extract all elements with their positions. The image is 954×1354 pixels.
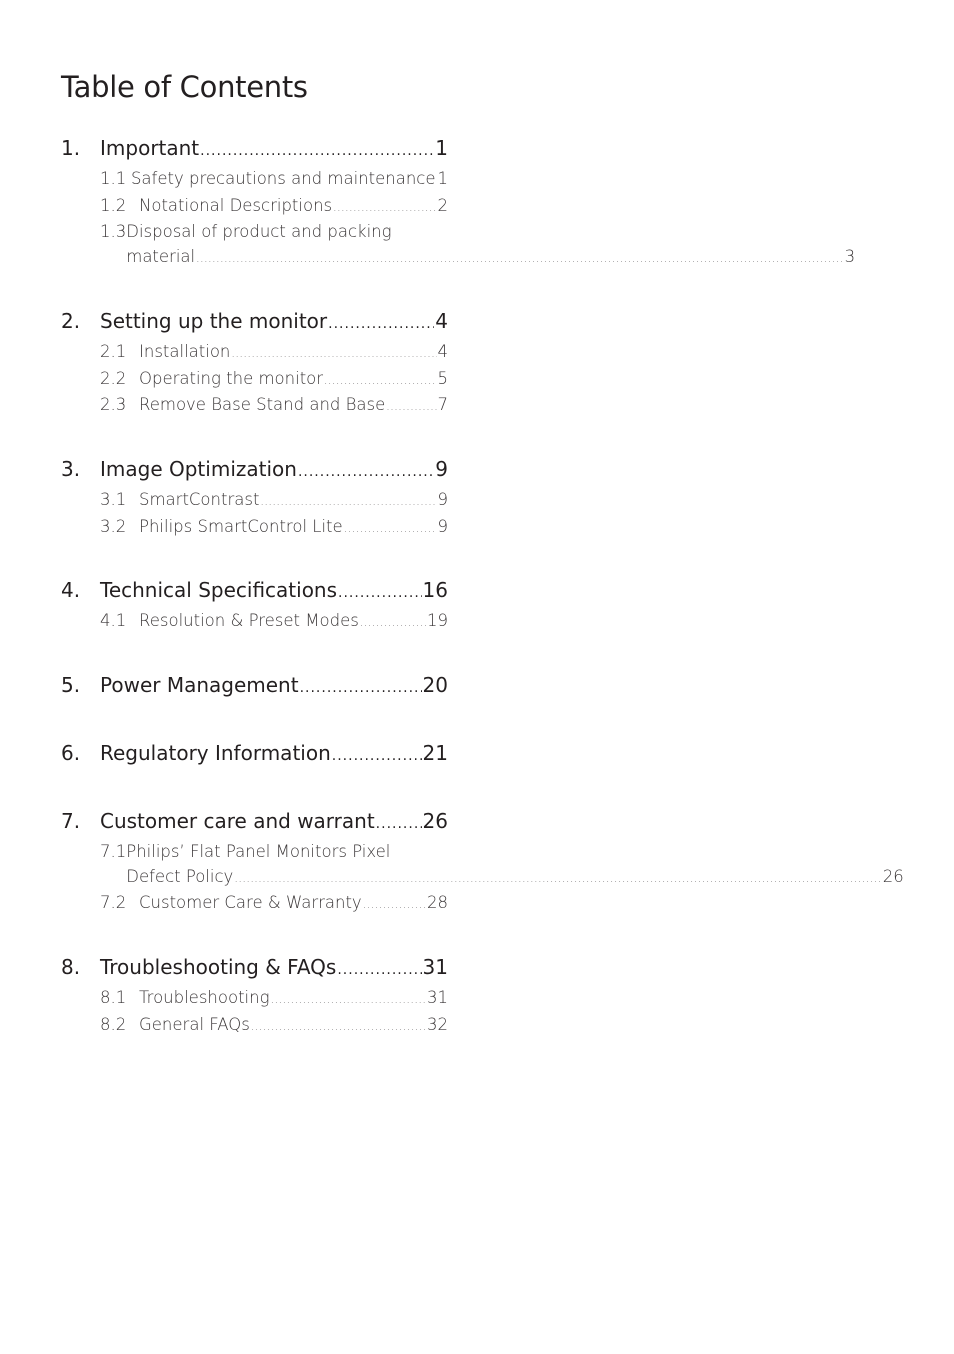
- dot-leader: [333, 196, 436, 221]
- subsection-title: Troubleshooting: [139, 988, 270, 1008]
- page-number: 9: [435, 456, 448, 481]
- section-title: Regulatory Information: [100, 741, 331, 766]
- toc-section-3: [61, 454, 448, 541]
- dot-leader: [251, 1015, 426, 1040]
- dot-leader: [260, 490, 436, 515]
- dot-leader: [337, 955, 421, 986]
- subsection-title-wrap: [126, 220, 855, 271]
- subsection-number: 3.1: [100, 489, 127, 509]
- toc-entry-3-1[interactable]: [61, 488, 448, 515]
- subsection-title-last-line: [126, 865, 904, 892]
- section-number: 8.: [61, 955, 81, 980]
- subsection-number: 2.2: [100, 368, 127, 388]
- page-number: 7: [437, 395, 448, 415]
- page-number: 32: [427, 1014, 448, 1034]
- section-number: 3.: [61, 456, 81, 481]
- toc-entry-8-2[interactable]: [61, 1013, 448, 1040]
- dot-leader: [338, 578, 422, 609]
- subsection-title-wrap: [126, 840, 904, 891]
- section-number: 6.: [61, 741, 81, 766]
- section-number: 4.: [61, 578, 81, 603]
- subsection-number: 7.1: [100, 842, 127, 862]
- subsection-title-last-line: [126, 245, 855, 272]
- subsection-number: 2.3: [100, 395, 127, 415]
- subsection-title: Philips SmartControl Lite: [139, 516, 343, 536]
- dot-leader: [344, 517, 437, 542]
- page-number: 3: [844, 247, 856, 267]
- page-title: Table of Contents: [61, 70, 308, 104]
- section-number: 5.: [61, 673, 81, 698]
- dot-leader: [231, 342, 436, 367]
- subsection-title: Operating the monitor: [139, 368, 324, 388]
- dot-leader: [332, 741, 422, 772]
- toc-entry-8-1[interactable]: [61, 986, 448, 1013]
- dot-leader: [360, 611, 426, 636]
- toc-entry-7-1[interactable]: [61, 840, 904, 891]
- dot-leader: [200, 136, 434, 167]
- page-number: 5: [437, 368, 448, 388]
- table-of-contents: [61, 133, 904, 1074]
- page-number: 2: [437, 195, 448, 215]
- subsection-number: 1.3: [100, 222, 127, 242]
- subsection-title: General FAQs: [139, 1014, 250, 1034]
- page-number: 31: [427, 988, 448, 1008]
- toc-entry-1[interactable]: [61, 133, 448, 167]
- subsection-number: 7.2: [100, 893, 127, 913]
- page-number: 4: [435, 308, 448, 333]
- dot-leader: [363, 893, 426, 918]
- dot-leader: [196, 247, 843, 272]
- section-title: Customer care and warrant: [100, 809, 375, 834]
- section-title: Image Optimization: [100, 456, 297, 481]
- section-number: 7.: [61, 809, 81, 834]
- dot-leader: [328, 309, 434, 340]
- toc-entry-7-2[interactable]: [61, 891, 448, 918]
- toc-entry-1-2[interactable]: [61, 194, 448, 221]
- toc-entry-2-1[interactable]: [61, 340, 448, 367]
- dot-leader: [300, 673, 422, 704]
- page-number: 1: [437, 169, 448, 188]
- subsection-number: 4.1: [100, 611, 127, 631]
- section-title: Technical Specifications: [100, 578, 338, 603]
- subsection-title: SmartContrast: [139, 489, 260, 509]
- page-number: 26: [882, 866, 904, 886]
- toc-section-1: [61, 133, 856, 272]
- subsection-number: 1.1: [100, 169, 127, 188]
- dot-leader: [298, 457, 434, 488]
- section-title: Setting up the monitor: [100, 308, 328, 333]
- subsection-title: Safety precautions and maintenance: [130, 169, 436, 188]
- page-number: 19: [427, 611, 448, 631]
- subsection-title-line2: Defect Policy: [126, 866, 234, 886]
- toc-section-8: [61, 952, 448, 1039]
- toc-section-5: [61, 670, 448, 704]
- dot-leader: [271, 988, 427, 1013]
- toc-entry-4-1[interactable]: [61, 609, 448, 636]
- toc-entry-1-3[interactable]: [61, 220, 856, 271]
- section-number: 2.: [61, 308, 81, 333]
- page-number: 4: [437, 341, 448, 361]
- toc-entry-2[interactable]: [61, 306, 448, 340]
- subsection-title-line2: material: [126, 247, 196, 267]
- dot-leader: [234, 867, 881, 892]
- toc-entry-6[interactable]: [61, 738, 448, 772]
- subsection-title: Customer Care & Warranty: [139, 893, 362, 913]
- toc-entry-8[interactable]: [61, 952, 448, 986]
- subsection-title-line1: Philips’ Flat Panel Monitors Pixel: [126, 842, 391, 862]
- toc-entry-1-1[interactable]: [61, 167, 448, 194]
- toc-entry-7[interactable]: [61, 806, 448, 840]
- toc-entry-2-2[interactable]: [61, 367, 448, 394]
- subsection-number: 8.1: [100, 988, 127, 1008]
- page-number: 28: [427, 893, 448, 913]
- subsection-number: 3.2: [100, 516, 127, 536]
- page-number: 16: [422, 578, 448, 603]
- toc-section-6: [61, 738, 448, 772]
- section-title: Important: [100, 136, 200, 160]
- subsection-title: Resolution & Preset Modes: [139, 611, 359, 631]
- toc-entry-3-2[interactable]: [61, 515, 448, 542]
- section-number: 1.: [61, 136, 81, 160]
- toc-section-2: [61, 306, 448, 420]
- toc-entry-2-3[interactable]: [61, 393, 448, 420]
- page-number: 1: [435, 136, 448, 160]
- dot-leader: [324, 369, 436, 394]
- page-number: 9: [437, 489, 448, 509]
- page-number: 26: [422, 809, 448, 834]
- page-number: 20: [422, 673, 448, 698]
- subsection-number: 1.2: [100, 195, 127, 215]
- toc-entry-4[interactable]: [61, 575, 448, 609]
- subsection-title: Installation: [139, 341, 231, 361]
- toc-section-4: [61, 575, 448, 636]
- subsection-title: Remove Base Stand and Base: [139, 395, 386, 415]
- subsection-number: 8.2: [100, 1014, 127, 1034]
- subsection-title-line1: Disposal of product and packing: [126, 222, 392, 242]
- toc-entry-3[interactable]: [61, 454, 448, 488]
- toc-section-7: [61, 806, 904, 918]
- subsection-title: Notational Descriptions: [139, 195, 333, 215]
- section-title: Power Management: [100, 673, 299, 698]
- dot-leader: [386, 395, 436, 420]
- page-number: 21: [422, 741, 448, 766]
- page-number: 9: [437, 516, 448, 536]
- toc-entry-5[interactable]: [61, 670, 448, 704]
- page-number: 31: [422, 955, 448, 980]
- subsection-number: 2.1: [100, 341, 127, 361]
- section-title: Troubleshooting & FAQs: [100, 955, 337, 980]
- dot-leader: [376, 809, 422, 840]
